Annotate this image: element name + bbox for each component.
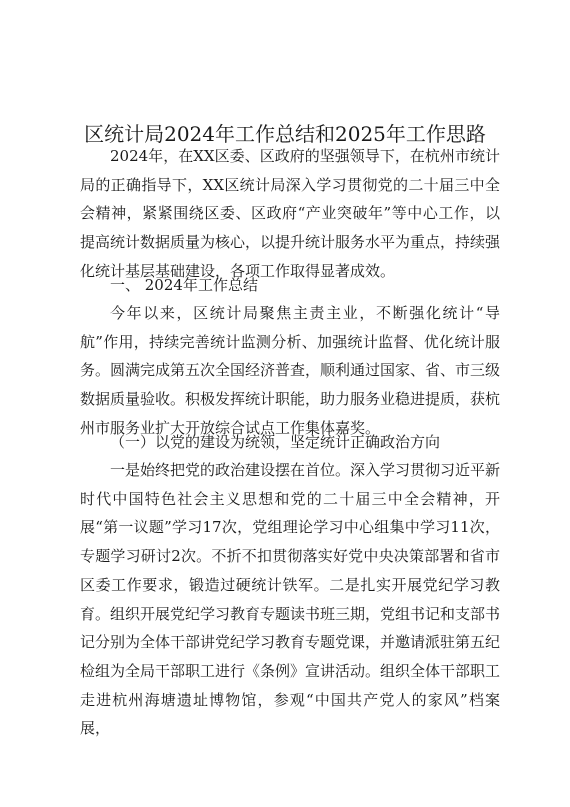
section-summary-paragraph: 今年以来，区统计局聚焦主责主业，不断强化统计“导航”作用，持续完善统计监测分析、加强统计监督、优化统计服务。圆满完成第五次全国经济普查，顺利通过国家、省、市三级数据质量验收。积极发挥统计职能，助力服务业稳进提质，获杭州市服务业扩大开放综合试点工作集体嘉奖。 <box>80 304 501 437</box>
subsection-body-paragraph: 一是始终把党的政治建设摆在首位。深入学习贯彻习近平新时代中国特色社会主义思想和党的二十届三中全会精神，开展“第一议题”学习17次，党组理论学习中心组集中学习11次，专题学习研讨2次。不折不扣贯彻落实好党中央决策部署和省市区委工作要求，锻造过硬统计铁军。二是扎实开展党纪学习教育。组织开展党纪学习教育专题读书班三期，党组书记和支部书记分别为全体干部讲党纪学习教育专题党课，并邀请派驻第五纪检组为全局干部职工进行《条例》宣讲活动。组织全体干部职工走进杭州海塘遗址博物馆，参观“中国共产党人的家风”档案展， <box>80 461 501 738</box>
document-title: 区统计局2024年工作总结和2025年工作思路 <box>84 122 486 147</box>
intro-paragraph: 2024年，在XX区委、区政府的坚强领导下，在杭州市统计局的正确指导下，XX区统计局深入学习贯彻党的二十届三中全会精神，紧紧围绕区委、区政府“产业突破年”等中心工作，以提高统计数据质量为核心，以提升统计服务水平为重点，持续强化统计基层基础建设，各项工作取得显著成效。 <box>80 147 501 280</box>
subsection-heading-party-building: （一）以党的建设为统领，坚定统计正确政治方向 <box>110 433 441 451</box>
section-heading-2024-summary: 一、 2024年工作总结 <box>110 276 258 294</box>
